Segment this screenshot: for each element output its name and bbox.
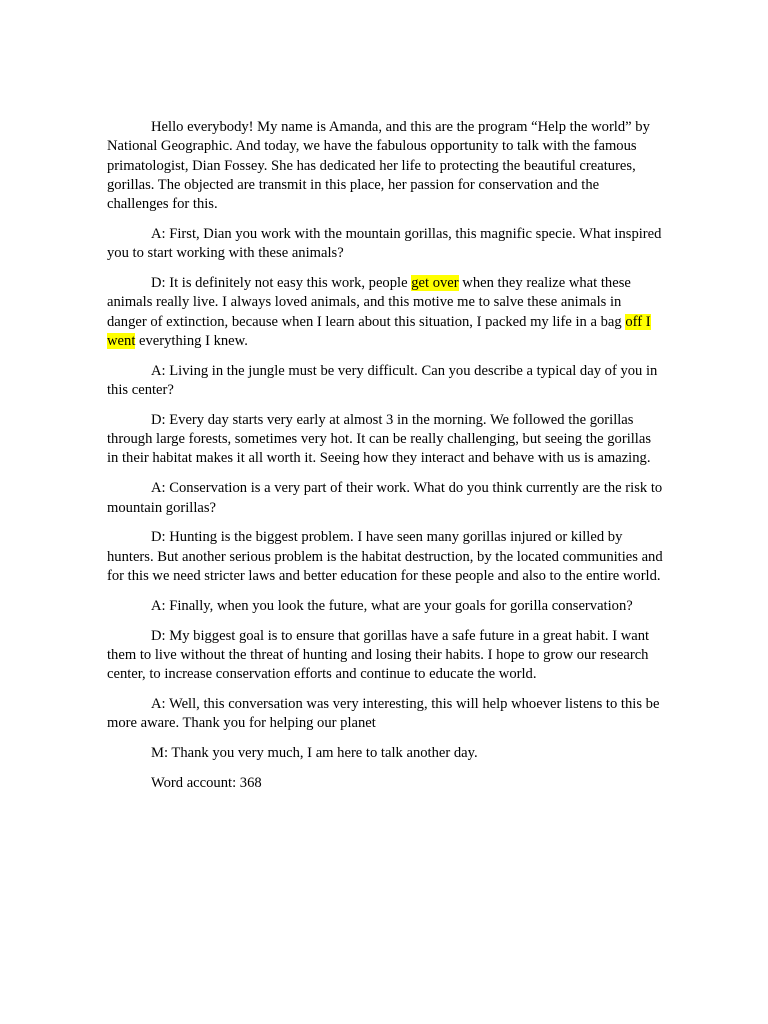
answer-1-text-part-3: everything I knew. bbox=[135, 332, 248, 349]
question-5-paragraph: A: Well, this conversation was very interesting, this will help whoever listens to this be more aware. Thank you for helping our planet bbox=[107, 695, 660, 732]
closing-paragraph: M: Thank you very much, I am here to talk another day. bbox=[151, 745, 478, 762]
answer-3-paragraph: D: Hunting is the biggest problem. I have seen many gorillas injured or killed by hunters. But another serious problem is the habitat destruction, by the located communities and for this we need stricter laws and better education for these people and also to the entire world. bbox=[107, 529, 663, 584]
question-2-paragraph: A: Living in the jungle must be very difficult. Can you describe a typical day of you in this center? bbox=[107, 362, 658, 399]
answer-1-text-part-1: D: It is definitely not easy this work, people bbox=[151, 275, 412, 292]
word-count: Word account: 368 bbox=[151, 774, 262, 791]
question-3-paragraph: A: Conservation is a very part of their work. What do you think currently are the risk to mountain gorillas? bbox=[107, 480, 663, 516]
question-1-paragraph: A: First, Dian you work with the mountain gorillas, this magnific specie. What inspired you to start working with these animals? bbox=[107, 225, 662, 262]
document-page bbox=[107, 118, 663, 804]
answer-1-text-part-2: when they realize what these animals really live. I always loved animals, and this motive me to salve these animals in danger of extinction, because when I learn about this situation, I packed my life in a bag bbox=[107, 275, 631, 330]
highlighted-phrase-off-i-went: off I went bbox=[107, 313, 651, 349]
answer-4-paragraph: D: My biggest goal is to ensure that gorillas have a safe future in a great habit. I want them to live without the threat of hunting and losing their habits. I hope to grow our research center, to increase conservation efforts and continue to educate the world. bbox=[107, 627, 650, 683]
highlighted-phrase-get-over: get over bbox=[411, 275, 459, 292]
intro-paragraph: Hello everybody! My name is Amanda, and this are the program “Help the world” by National Geographic. And today, we have the fabulous opportunity to talk with the famous primatologist, Dian Fossey. She has dedicated her life to protecting the beautiful creatures, gorillas. The objected are transmit in this place, her passion for conservation and the challenges for this. bbox=[107, 119, 650, 213]
answer-2-paragraph: D: Every day starts very early at almost 3 in the morning. We followed the gorillas through large forests, sometimes very hot. It can be really challenging, but seeing the gorillas in their habitat makes it all worth it. Seeing how they interact and behave with us is amazing. bbox=[107, 411, 652, 467]
answer-1-paragraph bbox=[107, 274, 663, 351]
question-4-paragraph: A: Finally, when you look the future, what are your goals for gorilla conservation? bbox=[151, 597, 633, 614]
